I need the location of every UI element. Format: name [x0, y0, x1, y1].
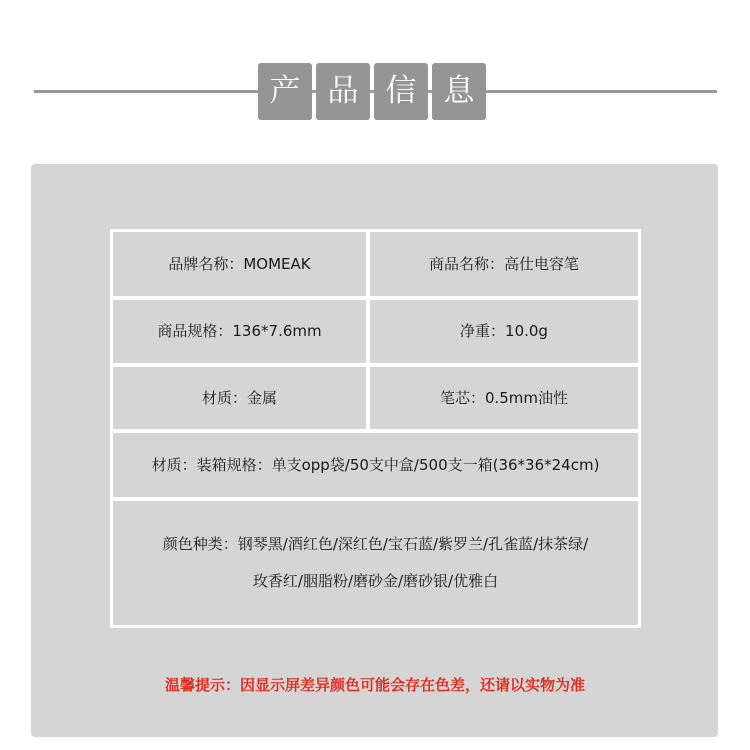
spec-colors-line-1: 颜色种类：钢琴黑/酒红色/深红色/宝石蓝/紫罗兰/孔雀蓝/抹茶绿/ [162, 535, 589, 553]
title-char-2: 品 [316, 63, 370, 120]
title-char-3: 信 [374, 63, 428, 120]
spec-product-name: 商品名称：高仕电容笔 [370, 232, 638, 296]
spec-net-weight: 净重：10.0g [370, 300, 638, 363]
spec-brand: 品牌名称：MOMEAK [113, 232, 366, 296]
spec-material: 材质：金属 [113, 367, 366, 429]
spec-colors-line-2: 玫香红/胭脂粉/磨砂金/磨砂银/优雅白 [252, 572, 499, 590]
title-char-1: 产 [258, 63, 312, 120]
spec-colors [113, 501, 638, 625]
section-title [258, 63, 486, 120]
spec-tip: 笔芯：0.5mm油性 [370, 367, 638, 429]
title-char-4: 息 [432, 63, 486, 120]
spec-dimensions: 商品规格：136*7.6mm [113, 300, 366, 363]
spec-packaging: 材质：装箱规格：单支opp袋/50支中盒/500支一箱(36*36*24cm) [113, 433, 638, 497]
spec-table [110, 229, 641, 628]
color-difference-notice: 温馨提示：因显示屏差异颜色可能会存在色差，还请以实物为准 [164, 676, 585, 694]
